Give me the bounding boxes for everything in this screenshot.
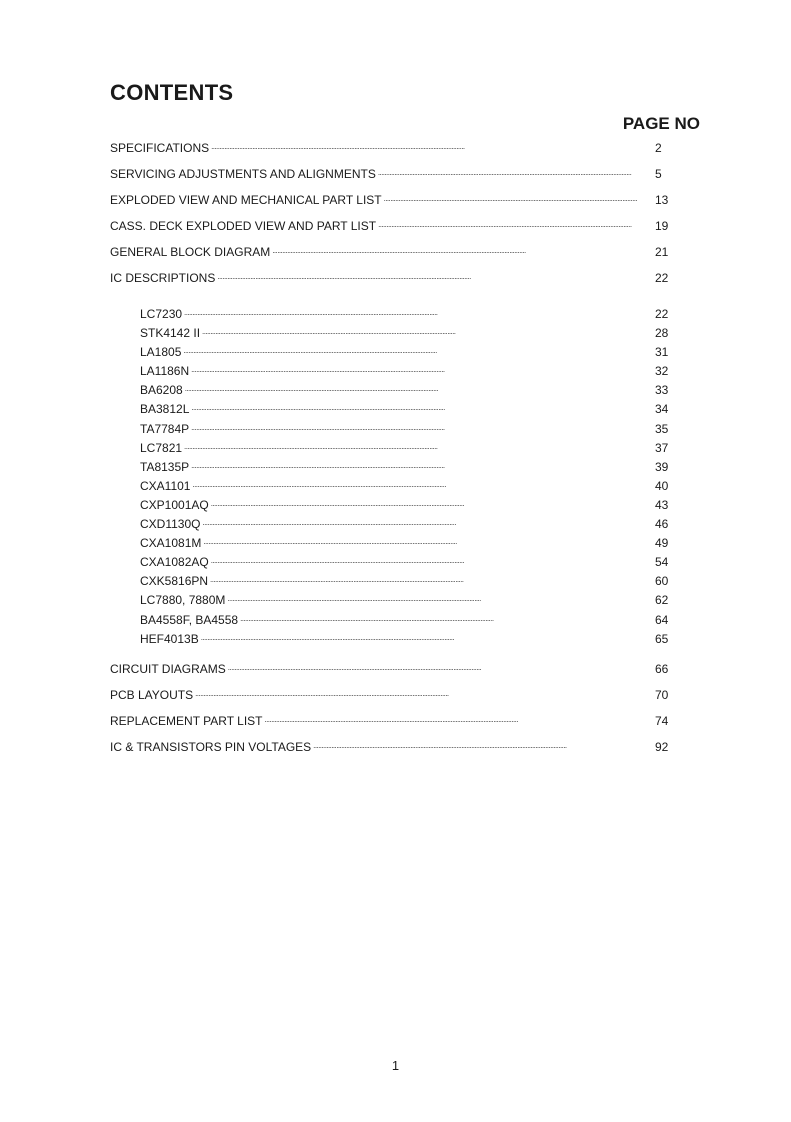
footer-page-number: 1 xyxy=(391,1058,400,1073)
toc-entry-page-number: 5 xyxy=(655,167,662,181)
dot-leader xyxy=(201,633,653,643)
toc-entry-page-number: 19 xyxy=(655,219,669,233)
toc-subentry[interactable] xyxy=(140,307,669,326)
toc-entry-page-number: 2 xyxy=(655,141,662,155)
toc-entry-label: BA4558F, BA4558 xyxy=(140,612,239,627)
toc-entry-page-number: 37 xyxy=(655,440,669,455)
dot-leader xyxy=(191,403,653,413)
toc-main-section-top xyxy=(110,141,669,297)
toc-entry-label: LC7880, 7880M xyxy=(140,593,226,608)
toc-entry-page-number: 49 xyxy=(655,536,669,551)
dot-leader xyxy=(184,308,653,318)
dot-leader xyxy=(203,537,653,547)
dot-leader xyxy=(272,246,653,256)
toc-entry-page-number: 74 xyxy=(655,713,669,728)
toc-entry-page-number: 35 xyxy=(655,421,669,436)
toc-entry-label: LA1186N xyxy=(140,364,190,379)
toc-entry[interactable] xyxy=(110,740,669,766)
toc-entry-label: CXD1130Q xyxy=(140,517,201,532)
dot-leader xyxy=(184,442,653,452)
dot-leader xyxy=(211,499,653,509)
toc-entry-label: CIRCUIT DIAGRAMS xyxy=(110,661,226,676)
toc-subentry[interactable] xyxy=(140,460,669,479)
toc-entry[interactable] xyxy=(110,219,669,245)
dot-leader xyxy=(384,194,653,204)
toc-entry[interactable] xyxy=(110,688,669,714)
dot-leader xyxy=(183,346,653,356)
toc-subentry[interactable] xyxy=(140,479,669,498)
dot-leader xyxy=(378,220,653,230)
toc-subentry[interactable] xyxy=(140,364,669,383)
toc-subentry[interactable] xyxy=(140,536,669,555)
toc-entry-label: IC DESCRIPTIONS xyxy=(110,271,216,285)
toc-entry-page-number: 60 xyxy=(655,574,669,589)
toc-entry-page-number: 46 xyxy=(655,517,669,532)
toc-entry-page-number: 33 xyxy=(655,383,669,398)
dot-leader xyxy=(195,689,653,699)
toc-subentry[interactable] xyxy=(140,326,669,345)
toc-entry-label: CXA1082AQ xyxy=(140,555,209,570)
toc-entry-page-number: 64 xyxy=(655,612,669,627)
toc-entry[interactable] xyxy=(110,662,669,688)
toc-entry-page-number: 92 xyxy=(655,739,669,754)
toc-entry[interactable] xyxy=(110,141,669,167)
toc-entry-label: EXPLODED VIEW AND MECHANICAL PART LIST xyxy=(110,193,382,207)
toc-entry-label: CXA1081M xyxy=(140,536,202,551)
toc-subentry[interactable] xyxy=(140,517,669,536)
toc-entry[interactable] xyxy=(110,245,669,271)
toc-entry-page-number: 70 xyxy=(655,687,669,702)
page-title: CONTENTS xyxy=(110,80,234,105)
toc-entry-label: HEF4013B xyxy=(140,631,199,646)
toc-entry-label: PCB LAYOUTS xyxy=(110,687,194,702)
toc-entry-page-number: 62 xyxy=(655,593,669,608)
toc-entry-label: CXA1101 xyxy=(140,478,191,493)
toc-entry-page-number: 22 xyxy=(655,271,669,285)
toc-subentry[interactable] xyxy=(140,383,669,402)
toc-entry-label: STK4142 II xyxy=(140,326,201,341)
dot-leader xyxy=(228,663,653,673)
dot-leader xyxy=(211,556,653,566)
dot-leader xyxy=(211,142,653,152)
dot-leader xyxy=(192,480,653,490)
toc-entry-page-number: 40 xyxy=(655,478,669,493)
toc-subentry[interactable] xyxy=(140,613,669,632)
toc-entry-label: IC & TRANSISTORS PIN VOLTAGES xyxy=(110,739,312,754)
toc-entry-label: CXP1001AQ xyxy=(140,497,209,512)
toc-entry-page-number: 31 xyxy=(655,345,669,360)
dot-leader xyxy=(217,272,653,282)
toc-entry-page-number: 65 xyxy=(655,631,669,646)
toc-subentry[interactable] xyxy=(140,498,669,517)
dot-leader xyxy=(202,518,653,528)
toc-entry-page-number: 21 xyxy=(655,245,669,259)
dot-leader xyxy=(191,365,653,375)
toc-entry-label: SPECIFICATIONS xyxy=(110,141,210,155)
toc-entry-page-number: 34 xyxy=(655,402,669,417)
toc-entry-label: CASS. DECK EXPLODED VIEW AND PART LIST xyxy=(110,219,377,233)
toc-subentry[interactable] xyxy=(140,422,669,441)
toc-entry-label: LC7821 xyxy=(140,440,183,455)
toc-entry-page-number: 54 xyxy=(655,555,669,570)
toc-subentry[interactable] xyxy=(140,574,669,593)
dot-leader xyxy=(240,614,653,624)
dot-leader xyxy=(191,423,653,433)
page-no-heading: PAGE NO xyxy=(622,114,700,133)
toc-entry[interactable] xyxy=(110,271,669,297)
toc-subentry[interactable] xyxy=(140,593,669,612)
toc-entry-label: BA3812L xyxy=(140,402,190,417)
toc-entry[interactable] xyxy=(110,167,669,193)
toc-main-section-bottom xyxy=(110,662,669,766)
toc-entry-label: TA8135P xyxy=(140,459,190,474)
dot-leader xyxy=(313,741,653,751)
toc-entry-label: TA7784P xyxy=(140,421,190,436)
toc-entry-label: BA6208 xyxy=(140,383,183,398)
toc-entry-page-number: 22 xyxy=(655,307,669,321)
ic-descriptions-list xyxy=(110,307,669,651)
toc-entry-page-number: 39 xyxy=(655,459,669,474)
toc-subentry[interactable] xyxy=(140,555,669,574)
toc-entry-page-number: 32 xyxy=(655,364,669,379)
dot-leader xyxy=(191,461,653,471)
toc-subentry[interactable] xyxy=(140,345,669,364)
toc-subentry[interactable] xyxy=(140,402,669,421)
toc-entry-label: REPLACEMENT PART LIST xyxy=(110,713,263,728)
toc-entry-page-number: 13 xyxy=(655,193,669,207)
toc-entry-label: GENERAL BLOCK DIAGRAM xyxy=(110,245,271,259)
toc-entry-label: SERVICING ADJUSTMENTS AND ALIGNMENTS xyxy=(110,167,376,181)
table-of-contents xyxy=(110,141,669,766)
toc-entry-page-number: 66 xyxy=(655,661,669,676)
toc-entry-label: LC7230 xyxy=(140,307,183,321)
dot-leader xyxy=(202,327,653,337)
toc-entry-label: LA1805 xyxy=(140,345,182,360)
dot-leader xyxy=(210,575,653,585)
dot-leader xyxy=(265,715,654,725)
dot-leader xyxy=(185,384,653,394)
toc-subentry[interactable] xyxy=(140,441,669,460)
toc-entry-page-number: 43 xyxy=(655,497,669,512)
dot-leader xyxy=(378,168,653,178)
toc-entry-page-number: 28 xyxy=(655,326,669,341)
toc-entry[interactable] xyxy=(110,193,669,219)
toc-entry-label: CXK5816PN xyxy=(140,574,209,589)
dot-leader xyxy=(227,594,653,604)
toc-subentry[interactable] xyxy=(140,632,669,651)
toc-entry[interactable] xyxy=(110,714,669,740)
